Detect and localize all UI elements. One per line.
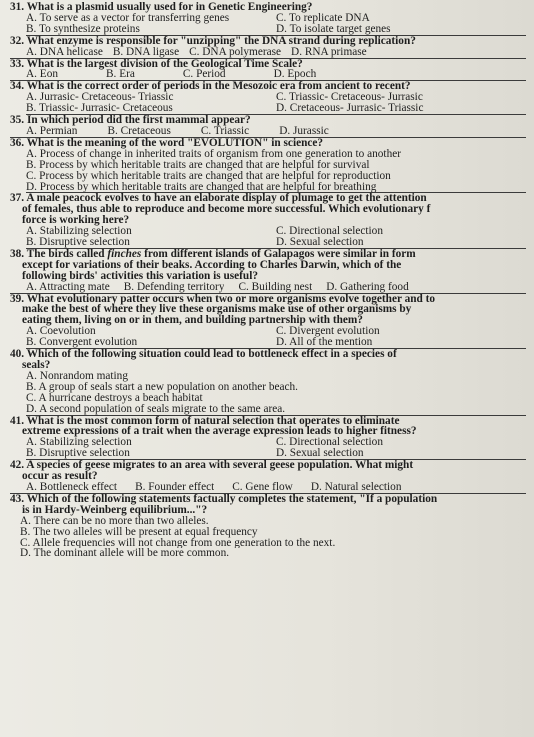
q36-option-a[interactable]: A. Process of change in inherited traits of organism from one generation to another <box>26 148 401 160</box>
q42-option-a[interactable]: A. Bottleneck effect <box>26 481 118 493</box>
question-38-stem-line-3: following birds' activities this variation is useful? <box>22 269 258 282</box>
question-39-stem-line-2: make the best of where they live these organisms make use of other organisms by <box>22 303 412 316</box>
q31-option-d[interactable]: D. To isolate target genes <box>276 24 526 36</box>
question-37-stem-line-1: 37. A male peacock evolves to have an elaborate display of plumage to get the attention <box>10 192 427 205</box>
question-43 <box>10 494 526 559</box>
q33-option-c[interactable]: C. Period <box>182 69 226 81</box>
question-41 <box>10 416 526 461</box>
q35-option-d[interactable]: D. Jurassic <box>279 125 329 137</box>
question-42-stem-line-2: occur as result? <box>22 470 98 483</box>
q43-option-d[interactable]: D. The dominant allele will be more common. <box>20 548 230 560</box>
q37-option-a[interactable]: A. Stabilizing selection <box>26 226 132 238</box>
q36-option-c[interactable]: C. Process by which heritable traits are changed that are helpful for reproduction <box>26 170 391 182</box>
q32-option-d[interactable]: D. RNA primase <box>291 46 367 58</box>
q42-option-c[interactable]: C. Gene flow <box>232 481 293 493</box>
question-39-stem-line-1: 39. What evolutionary patter occurs when two or more organisms evolve together and to <box>10 292 436 305</box>
q34-option-c[interactable]: C. Triassic- Cretaceous- Jurrasic <box>276 92 423 104</box>
q42-option-b[interactable]: B. Founder effect <box>135 481 215 493</box>
q34-option-d[interactable]: D. Cretaceous- Jurrasic- Triassic <box>276 103 526 115</box>
q34-option-b[interactable]: B. Triassic- Jurrasic- Cretaceous <box>26 103 276 115</box>
question-43-stem-line-1: 43. Which of the following statements factually completes the statement, "If a population <box>10 492 438 505</box>
question-39 <box>10 294 526 350</box>
question-42 <box>10 460 526 494</box>
question-41-stem-line-1: 41. What is the most common form of natural selection that operates to eliminate <box>10 414 400 427</box>
question-43-stem-line-2: is in Hardy-Weinberg equilibrium..."? <box>22 503 208 516</box>
q39-option-b[interactable]: B. Convergent evolution <box>26 337 276 349</box>
question-33 <box>10 59 526 82</box>
question-36-stem: 36. What is the meaning of the word "EVOLUTION" in science? <box>10 136 324 149</box>
q33-option-b[interactable]: B. Era <box>106 69 135 81</box>
question-35 <box>10 115 526 138</box>
question-38-stem-part-2: from different islands of Galapagos were similar in form <box>141 247 416 260</box>
q38-option-a[interactable]: A. Attracting mate <box>26 281 110 293</box>
q37-option-b[interactable]: B. Disruptive selection <box>26 237 276 249</box>
q32-option-a[interactable]: A. DNA helicase <box>26 46 103 58</box>
q39-option-a[interactable]: A. Coevolution <box>26 326 96 338</box>
q40-option-c[interactable]: C. A hurricane destroys a beach habitat <box>26 392 203 404</box>
q42-option-d[interactable]: D. Natural selection <box>310 481 402 493</box>
q32-option-b[interactable]: B. DNA ligase <box>112 46 180 58</box>
question-42-stem-line-1: 42. A species of geese migrates to an area with several geese population. What might <box>10 459 414 472</box>
question-31 <box>10 2 526 36</box>
q35-option-a[interactable]: A. Permian <box>26 125 78 137</box>
q36-option-b[interactable]: B. Process by which heritable traits are changed that are helpful for survival <box>26 159 370 171</box>
q31-option-b[interactable]: B. To synthesize proteins <box>26 24 276 36</box>
question-41-stem-line-2: extreme expressions of a trait when the average expression leads to higher fitness? <box>22 425 417 438</box>
q31-option-c[interactable]: C. To replicate DNA <box>276 12 370 24</box>
question-37-stem-line-2: of females, thus able to reproduce and become more successful. Which evolutionary f <box>22 203 431 216</box>
q37-option-d[interactable]: D. Sexual selection <box>276 237 526 249</box>
question-36 <box>10 138 526 194</box>
question-40-stem-part-1: 40. Which of the following situation could lead to <box>10 348 249 361</box>
question-38-stem-italic: finches <box>107 247 142 260</box>
q40-option-a[interactable]: A. Nonrandom mating <box>26 370 128 382</box>
question-35-stem: 35. In which period did the first mammal appear? <box>10 114 251 127</box>
q32-option-c[interactable]: C. DNA polymerase <box>189 46 282 58</box>
q41-option-d[interactable]: D. Sexual selection <box>276 448 526 460</box>
question-31-stem: 31. What is a plasmid usually used for in Genetic Engineering? <box>10 1 313 13</box>
q33-option-a[interactable]: A. Eon <box>26 69 59 81</box>
question-37-stem-line-3: force is working here? <box>22 214 130 227</box>
question-37 <box>10 193 526 249</box>
q43-option-a[interactable]: A. There can be no more than two alleles. <box>20 515 209 527</box>
question-40-stem-line-1 <box>10 349 526 360</box>
q33-option-d[interactable]: D. Epoch <box>273 69 317 81</box>
q35-option-c[interactable]: C. Triassic <box>200 125 250 137</box>
q35-option-b[interactable]: B. Cretaceous <box>107 125 171 137</box>
question-38-stem-line-2: except for variations of their beaks. According to Charles Darwin, which of the <box>22 258 402 271</box>
q38-option-c[interactable]: C. Building nest <box>238 281 313 293</box>
q41-option-b[interactable]: B. Disruptive selection <box>26 448 276 460</box>
q34-option-a[interactable]: A. Jurrasic- Cretaceous- Triassic <box>26 92 174 104</box>
q39-option-d[interactable]: D. All of the mention <box>276 337 526 349</box>
q40-option-d[interactable]: D. A second population of seals migrate to the same area. <box>26 404 526 416</box>
question-38-stem-part-1: 38. The birds called <box>10 247 108 260</box>
q41-option-a[interactable]: A. Stabilizing selection <box>26 437 132 449</box>
question-33-stem: 33. What is the largest division of the Geological Time Scale? <box>10 57 303 70</box>
question-40 <box>10 349 526 415</box>
q38-option-b[interactable]: B. Defending territory <box>123 281 225 293</box>
q41-option-c[interactable]: C. Directional selection <box>276 437 383 449</box>
q43-option-b[interactable]: B. The two alleles will be present at equal frequency <box>20 526 258 538</box>
question-34 <box>10 81 526 115</box>
q31-option-a[interactable]: A. To serve as a vector for transferring genes <box>26 12 230 24</box>
q40-option-b[interactable]: B. A group of seals start a new population on another beach. <box>26 381 299 393</box>
q37-option-c[interactable]: C. Directional selection <box>276 226 383 238</box>
question-34-stem: 34. What is the correct order of periods in the Mesozoic era from ancient to recent? <box>10 80 411 93</box>
q43-option-c[interactable]: C. Allele frequencies will not change from one generation to the next. <box>20 537 336 549</box>
q39-option-c[interactable]: C. Divergent evolution <box>276 326 380 338</box>
question-32-stem: 32. What enzyme is responsible for "unzipping" the DNA strand during replication? <box>10 34 416 47</box>
question-40-stem-part-2: in a species of <box>327 348 397 361</box>
question-40-stem-line-2: seals? <box>22 359 51 371</box>
question-39-stem-line-3: eating them, living on or in them, and building partnership with them? <box>22 314 363 327</box>
question-32 <box>10 36 526 59</box>
question-38 <box>10 249 526 294</box>
q38-option-d[interactable]: D. Gathering food <box>326 281 409 293</box>
q36-option-d[interactable]: D. Process by which heritable traits are changed that are helpful for breathing <box>26 182 526 194</box>
question-40-stem-emphasis: bottleneck effect <box>248 348 328 361</box>
